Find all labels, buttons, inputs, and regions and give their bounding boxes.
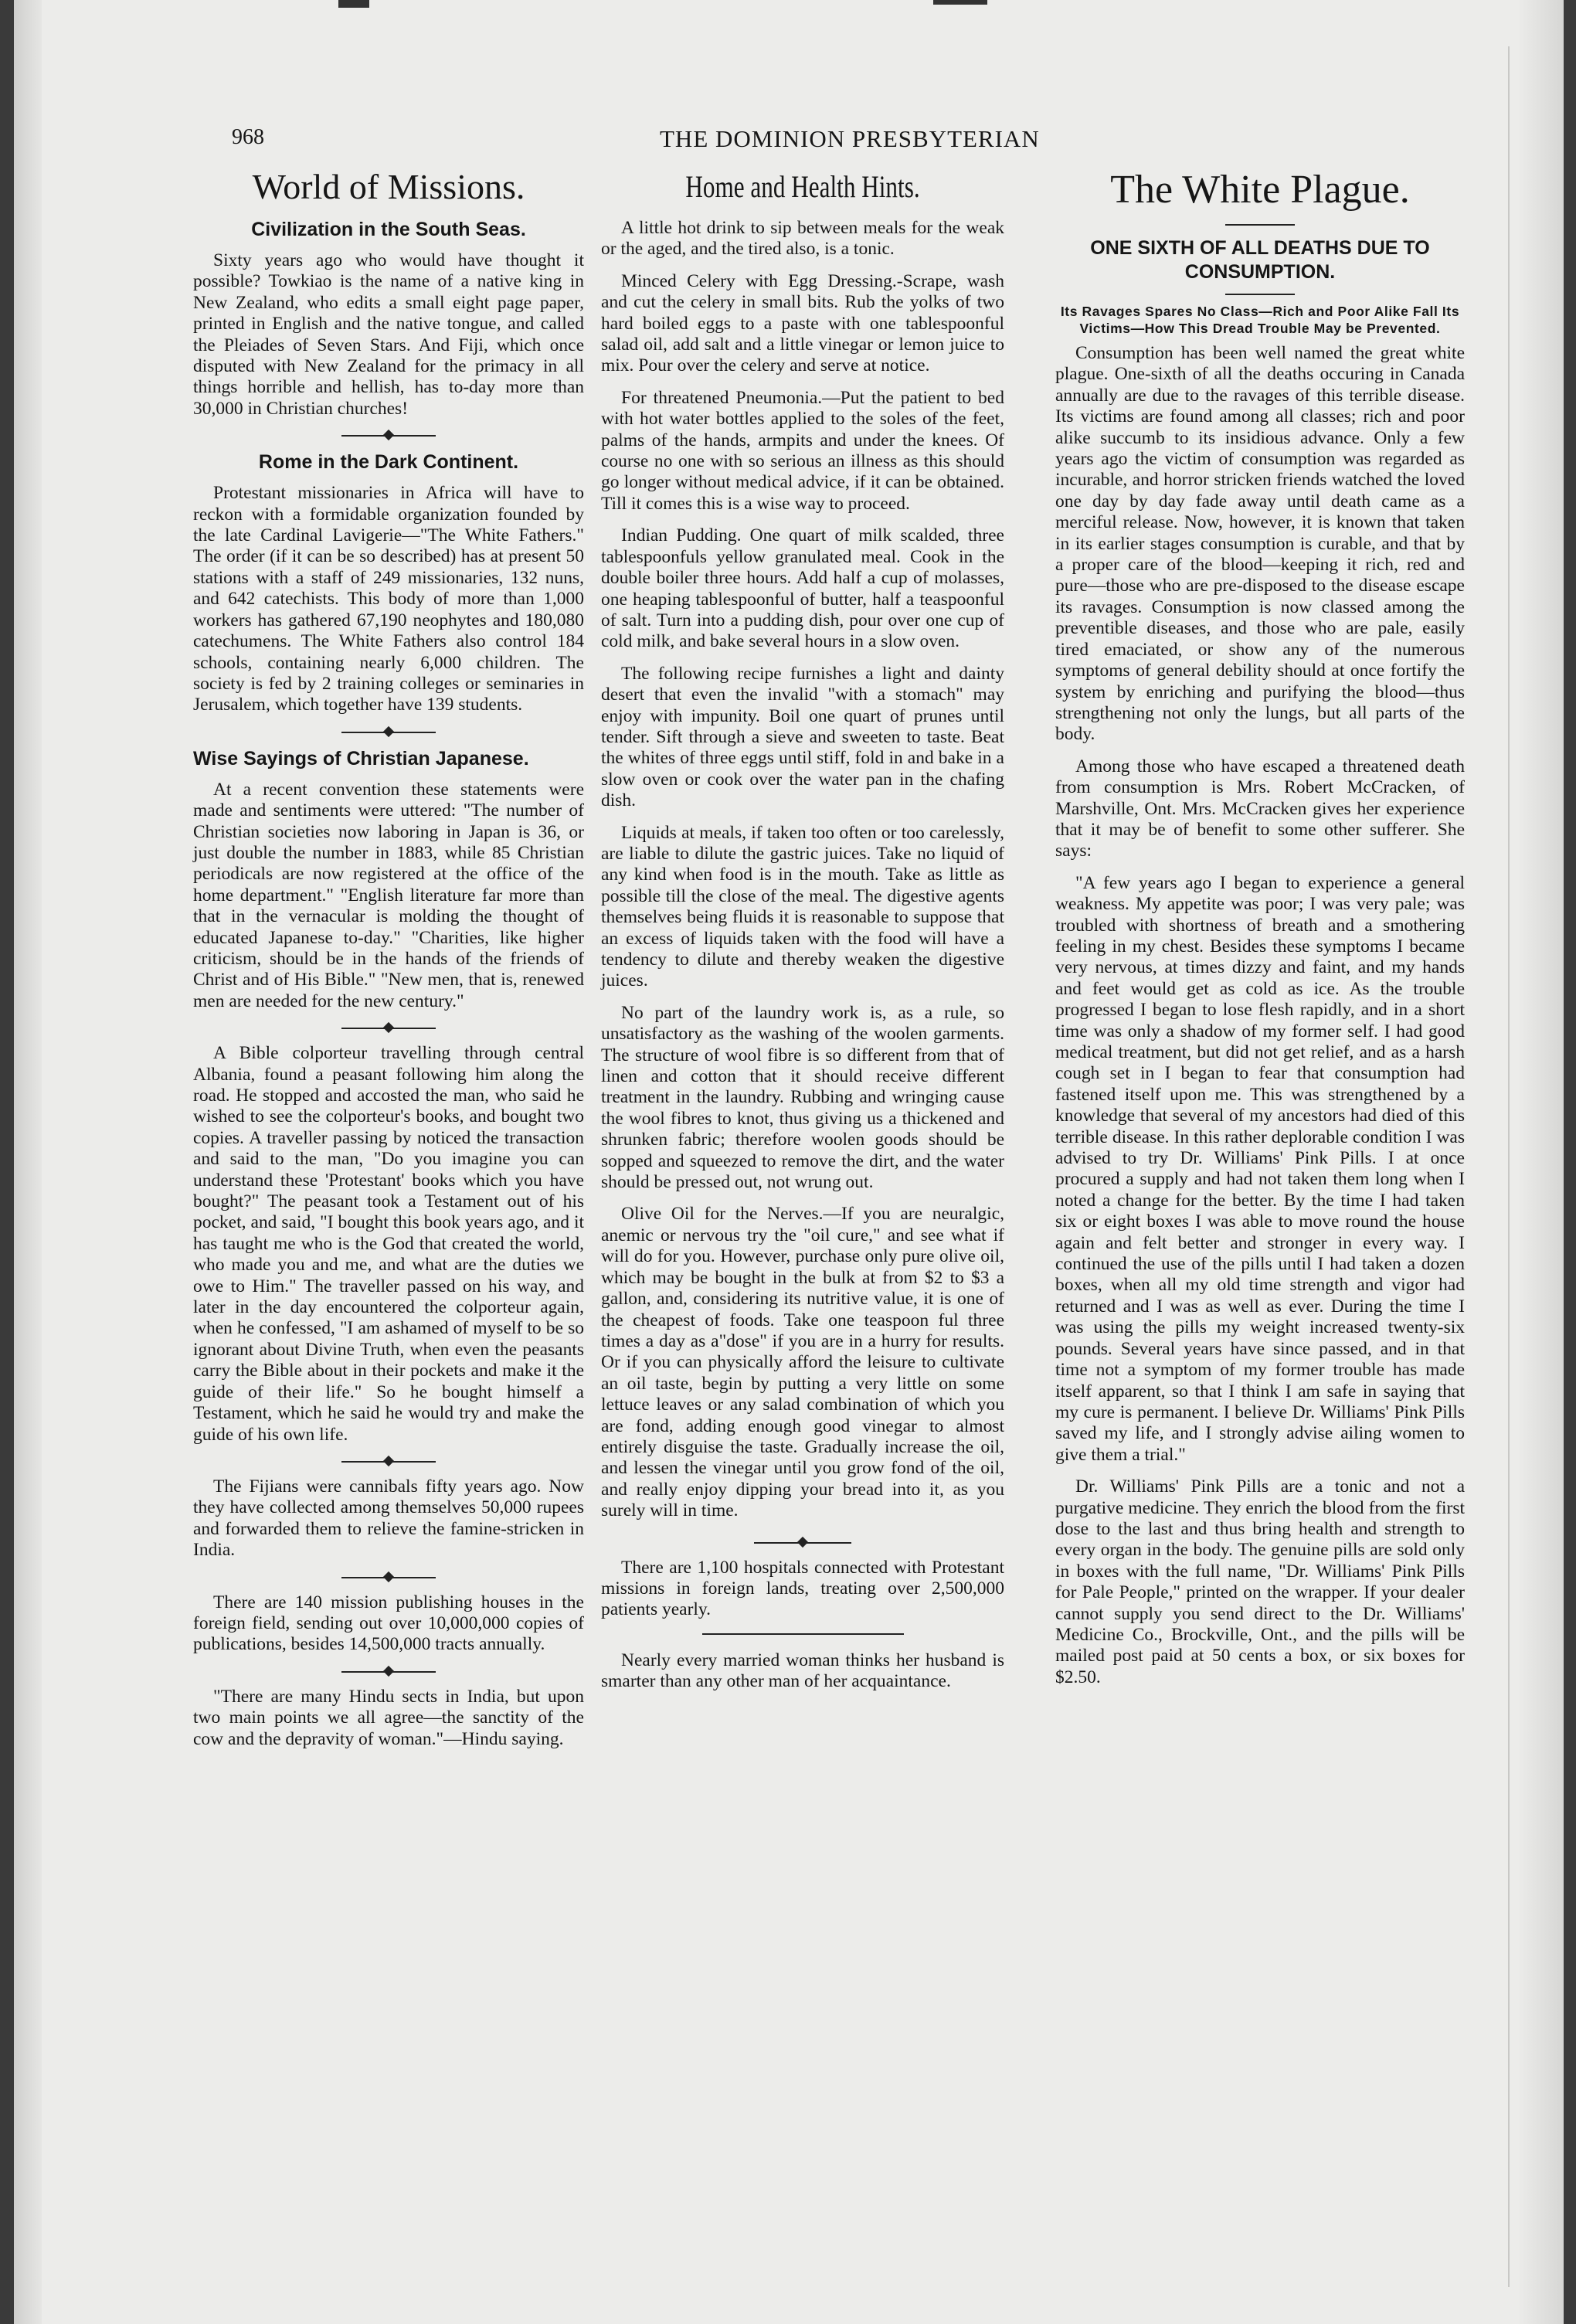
divider-rule (702, 1633, 904, 1635)
article-deck: ONE SIXTH OF ALL DEATHS DUE TO CONSUMPTION. (1090, 237, 1430, 283)
ornament-divider (193, 1667, 584, 1677)
article-text: At a recent convention these statements were made and sentiments were uttered: "The number of Christian societies now laboring in Japan is 36, or just double the number in 1883, while 85 Christian periodicals are now registered at the office of the home department." "English literature far more than that in the vernacular is molding the thought of educated Japanese to-day." "Charities, like higher criticism, should be in the hands of the friends of Christ and of His Bible." "New men, that is, renewed men are needed for the new century." (193, 779, 584, 1011)
article-text: Nearly every married woman thinks her husband is smarter than any other man of her acquaintance. (601, 1650, 1004, 1692)
newspaper-page (14, 0, 1564, 2324)
article-text: Minced Celery with Egg Dressing.-Scrape, wash and cut the celery in small bits. Rub the yolks of two hard boiled eggs to a paste with one tablespoonful salad oil, add salt and a little vinegar or lemon juice to mix. Pour over the celery and serve at notice. (601, 270, 1004, 376)
article-text: "There are many Hindu sects in India, but upon two main points we all agree—the sanctity of the cow and the depravity of woman."—Hindu saying. (193, 1686, 584, 1749)
page-border-line (1508, 46, 1510, 2287)
article-text: There are 140 mission publishing houses in the foreign field, sending out over 10,000,000 copies of publications, besides 14,500,000 tracts annually. (193, 1592, 584, 1655)
article-text: No part of the laundry work is, as a rule, so unsatisfactory as the washing of the woolen garments. The structure of wool fibre is so different from that of linen and cotton that it should receive different treatment in the laundry. Rubbing and wringing cause the wool fibres to knot, thus giving us a thickened and shrunken fabric; therefore woolen goods should be sopped and squeezed to remove the dirt, and the water should be pressed out, not wrung out. (601, 1002, 1004, 1193)
article-text: Consumption has been well named the great white plague. One-sixth of all the deaths occuring in Canada annually are due to the ravages of this terrible disease. Its victims are found among all classes; rich and poor alike succumb to its insidious advance. Only a few years ago the victim of consumption was regarded as incurable, and horror stricken friends watched the loved one day by day fade away until death came as a merciful release. Now, however, it is known that taken in its earlier stages consumption is curable, and that by a proper care of the blood—keeping it rich, red and pure—those who are pre-disposed to the disease escape its ravages. Consumption is now classed among the preventible diseases, and those who are pale, easily tired emaciated, or show any of the numerous symptoms of general debility should at once fortify the system by enriching and purifying the blood—thus strengthening not only the lungs, but all parts of the body. (1055, 343, 1465, 745)
ornament-divider (193, 1023, 584, 1034)
scan-artifact (338, 0, 369, 8)
divider-rule (1225, 224, 1295, 226)
article-heading: Rome in the Dark Continent. (258, 451, 519, 474)
ornament-divider (601, 1537, 1004, 1548)
article-text: The following recipe furnishes a light and dainty desert that even the invalid "with a stomach" may enjoy with impunity. Boil one quart of prunes until tender. Sift through a sieve and sweeten to taste. Beat the whites of three eggs until stiff, fold in and bake in a slow oven or cook over the water pan in the chafing dish. (601, 663, 1004, 811)
article-text: There are 1,100 hospitals connected with Protestant missions in foreign lands, treating over 2,500,000 patients yearly. (601, 1557, 1004, 1620)
page-edge-shadow (14, 0, 42, 2324)
ornament-divider (193, 430, 584, 441)
divider-rule (1225, 294, 1295, 295)
section-title: The White Plague. (1110, 168, 1410, 212)
column-home-health (601, 167, 1004, 1704)
article-text: Dr. Williams' Pink Pills are a tonic and not a purgative medicine. They enrich the blood from the first dose to the last and thus bring health and strength to every organ in the body. The genuine pills are sold only in boxes with the full name, "Dr. Williams' Pink Pills for Pale People," printed on the wrapper. If your dealer cannot supply you send direct to the Dr. Williams' Medicine Co., Brockville, Ont., and the pills will be mailed post paid at 50 cents a box, or six boxes for $2.50. (1055, 1476, 1465, 1687)
article-text: Among those who have escaped a threatened death from consumption is Mrs. Robert McCracken, of Marshville, Ont. Mrs. McCracken gives her experience that it may be of benefit to some other sufferer. She says: (1055, 756, 1465, 861)
column-world-of-missions (193, 167, 584, 1761)
section-title: Home and Health Hints. (685, 169, 920, 204)
ornament-divider (193, 1456, 584, 1467)
article-text: A Bible colporteur travelling through central Albania, found a peasant following him along the road. He stopped and accosted the man, who said he wished to see the colporteur's books, and bought two copies. A traveller passing by noticed the transaction and said to the man, "Do you imagine you can understand these 'Protestant' books which you have bought?" The peasant took a Testament out of his pocket, and said, "I bought this book years ago, and it has taught me who is the God that created the world, who made you and me, and what are the duties we owe to Him." The traveller passed on his way, and later in the day encountered the colporteur again, when he confessed, "I am ashamed of myself to be so ignorant about Divine Truth, when even the peasants carry the Bible about in their pockets and make it the guide of their life." So he bought himself a Testament, which he said he would try and make the guide of his own life. (193, 1043, 584, 1445)
article-heading: Civilization in the South Seas. (251, 219, 526, 240)
running-title: THE DOMINION PRESBYTERIAN (660, 125, 1040, 152)
page-header (14, 121, 1564, 159)
article-text: Protestant missionaries in Africa will have to reckon with a formidable organization founded by the late Cardinal Lavigerie—"The White Fathers." The order (if it can be so described) has at present 50 stations with a staff of 249 missionaries, 132 nuns, and 642 catechists. This body of more than 1,000 workers has gathered 67,190 neophytes and 180,080 catechumens. The White Fathers also control 184 schools, containing nearly 6,000 children. The society is fed by 2 training colleges or seminaries in Jerusalem, which together have 139 students. (193, 483, 584, 715)
article-text: Liquids at meals, if taken too often or too carelessly, are liable to dilute the gastric juices. Take no liquid of any kind when food is in the mouth. Take as little as possible till the close of the meal. The digestive agents themselves being fluids it is reasonable to suppose that an excess of liquids taken with the food will have a tendency to dilute and thereby weaken the digestive juices. (601, 822, 1004, 991)
scan-artifact (933, 0, 987, 5)
article-text: A little hot drink to sip between meals for the weak or the aged, and the tired also, is a tonic. (601, 218, 1004, 260)
page-edge-shadow (1517, 0, 1564, 2324)
article-text: Olive Oil for the Nerves.—If you are neuralgic, anemic or nervous try the "oil cure," and see what if will do for you. However, purchase only pure olive oil, which may be bought in the bulk at from $2 to $3 a gallon, and, considering its nutritive value, it is one of the cheapest of foods. Take one teaspoon ful three times a day as a"dose" if you are in a hurry for results. Or if you can physically afford the leisure to cultivate an oil taste, begin by putting a very little on some lettuce leaves or any salad combination of which you are fond, adding enough good vinegar to almost entirely disguise the taste. Gradually increase the oil, and lessen the vinegar until you grow fond of the oil, and really enjoy dipping your bread into it, as you surely will in time. (601, 1204, 1004, 1521)
article-text: Sixty years ago who would have thought it possible? Towkiao is the name of a native king in New Zealand, who edits a small eight page paper, printed in English and the native tongue, and called the Pleiades of Seven Stars. And Fiji, which once disputed with New Zealand for the primacy in all things horrible and hellish, has to-day more than 30,000 in Christian churches! (193, 250, 584, 419)
column-white-plague (1055, 167, 1465, 1699)
article-text: Indian Pudding. One quart of milk scalded, three tablespoonfuls yellow granulated meal. Cook in the double boiler three hours. Add half a cup of molasses, one heaping tablespoonful of butter, half a teaspoonful of salt. Turn into a pudding dish, pour over one cup of cold milk, and bake several hours in a slow oven. (601, 525, 1004, 652)
article-subdeck: Its Ravages Spares No Class—Rich and Poor Alike Fall Its Victims—How This Dread Trouble May be Prevented. (1060, 304, 1460, 336)
ornament-divider (193, 1572, 584, 1583)
section-title: World of Missions. (252, 167, 525, 206)
page-number: 968 (232, 125, 264, 149)
article-text: The Fijians were cannibals fifty years ago. Now they have collected among themselves 50,000 rupees and forwarded them to relieve the famine-stricken in India. (193, 1476, 584, 1561)
article-text: "A few years ago I began to experience a general weakness. My appetite was poor; I was very pale; was troubled with shortness of breath and a smothering feeling in my chest. Besides these symptoms I became very nervous, at times dizzy and faint, and my hands and feet would get as cold as ice. As the trouble progressed I began to lose flesh rapidly, and in a short time was only a shadow of my former self. I had good medical treatment, but did not get relief, and as a harsh cough set in I began to fear that consumption had fastened itself upon me. This was strengthened by a knowledge that several of my ancestors had died of this terrible disease. In this rather deplorable condition I was advised to try Dr. Williams' Pink Pills. I at once procured a supply and had not taken them long when I noted a change for the better. By the time I had taken six or eight boxes I was able to move round the house again and felt better and stronger in every way. I continued the use of the pills until I had taken a dozen boxes, when all my old time strength and vigor had returned and I was as well as ever. During the time I was using the pills my weight increased twenty-six pounds. Several years have since passed, and in that time not a symptom of my former trouble has made itself apparent, so that I think I am safe in saying that my cure is permanent. I believe Dr. Williams' Pink Pills saved my life, and I strongly advise ailing women to give them a trial." (1055, 872, 1465, 1465)
ornament-divider (193, 727, 584, 738)
article-heading: Wise Sayings of Christian Japanese. (193, 747, 529, 770)
article-text: For threatened Pneumonia.—Put the patient to bed with hot water bottles applied to the soles of the feet, palms of the hands, armpits and under the knees. Of course no one with so serious an illness as this should go longer without medical advice, if it can be obtained. Till it comes this is a wise way to proceed. (601, 387, 1004, 514)
